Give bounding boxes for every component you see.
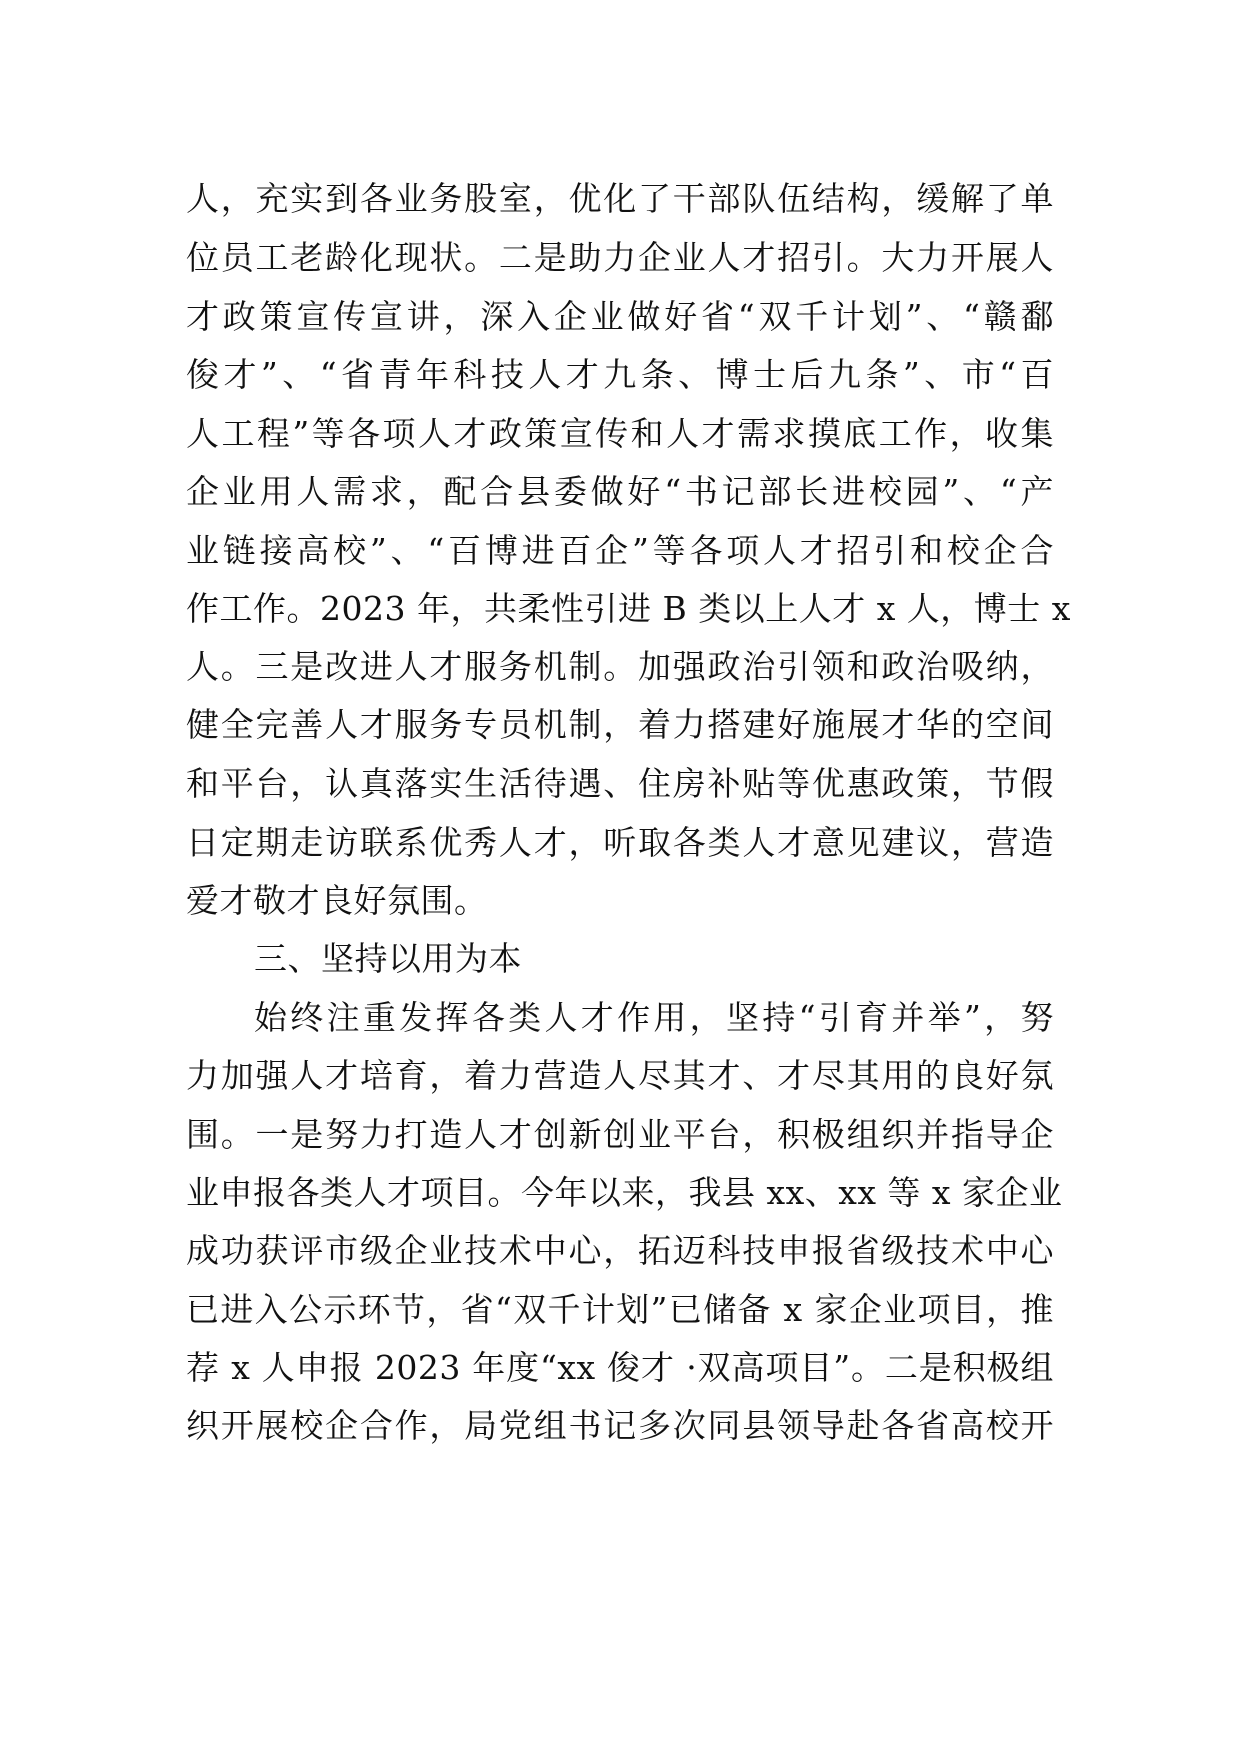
paragraph-2-line-6: 已进入公示环节，省“双千计划”已储备 x 家企业项目，推	[186, 1290, 1054, 1329]
section-heading: 三、坚持以用为本	[254, 939, 522, 978]
paragraph-1-line-2: 位员工老龄化现状。二是助力企业人才招引。大力开展人	[186, 238, 1054, 277]
paragraph-2-line-8: 织开展校企合作，局党组书记多次同县领导赴各省高校开	[186, 1406, 1054, 1445]
paragraph-1-line-13: 爱才敬才良好氛围。	[186, 881, 488, 920]
paragraph-1-line-7: 业链接高校”、“百博进百企”等各项人才招引和校企合	[186, 531, 1054, 570]
paragraph-2-line-5: 成功获评市级企业技术中心，拓迈科技申报省级技术中心	[186, 1231, 1054, 1270]
paragraph-2-line-3: 围。一是努力打造人才创新创业平台，积极组织并指导企	[186, 1115, 1054, 1154]
paragraph-1-line-9: 人。三是改进人才服务机制。加强政治引领和政治吸纳，	[186, 647, 1054, 686]
paragraph-1-line-5: 人工程”等各项人才政策宣传和人才需求摸底工作，收集	[186, 414, 1054, 453]
paragraph-1-line-8: 作工作。2023 年，共柔性引进 B 类以上人才 x 人，博士 x	[186, 589, 1071, 628]
paragraph-2-line-7: 荐 x 人申报 2023 年度“xx 俊才 ·双高项目”。二是积极组	[186, 1348, 1054, 1387]
paragraph-1-line-1: 人，充实到各业务股室，优化了干部队伍结构，缓解了单	[186, 179, 1054, 218]
paragraph-1-line-11: 和平台，认真落实生活待遇、住房补贴等优惠政策，节假	[186, 764, 1054, 803]
paragraph-2-line-1: 始终注重发挥各类人才作用，坚持“引育并举”，努	[254, 998, 1054, 1037]
paragraph-1-line-3: 才政策宣传宣讲，深入企业做好省“双千计划”、“赣鄱	[186, 297, 1054, 336]
paragraph-1-line-12: 日定期走访联系优秀人才，听取各类人才意见建议，营造	[186, 823, 1054, 862]
paragraph-1-line-4: 俊才”、“省青年科技人才九条、博士后九条”、市“百	[186, 355, 1054, 394]
paragraph-1-line-6: 企业用人需求，配合县委做好“书记部长进校园”、“产	[186, 472, 1054, 511]
paragraph-2-line-2: 力加强人才培育，着力营造人尽其才、才尽其用的良好氛	[186, 1056, 1054, 1095]
paragraph-2-line-4: 业申报各类人才项目。今年以来，我县 xx、xx 等 x 家企业	[186, 1173, 1063, 1212]
paragraph-1-line-10: 健全完善人才服务专员机制，着力搭建好施展才华的空间	[186, 705, 1054, 744]
